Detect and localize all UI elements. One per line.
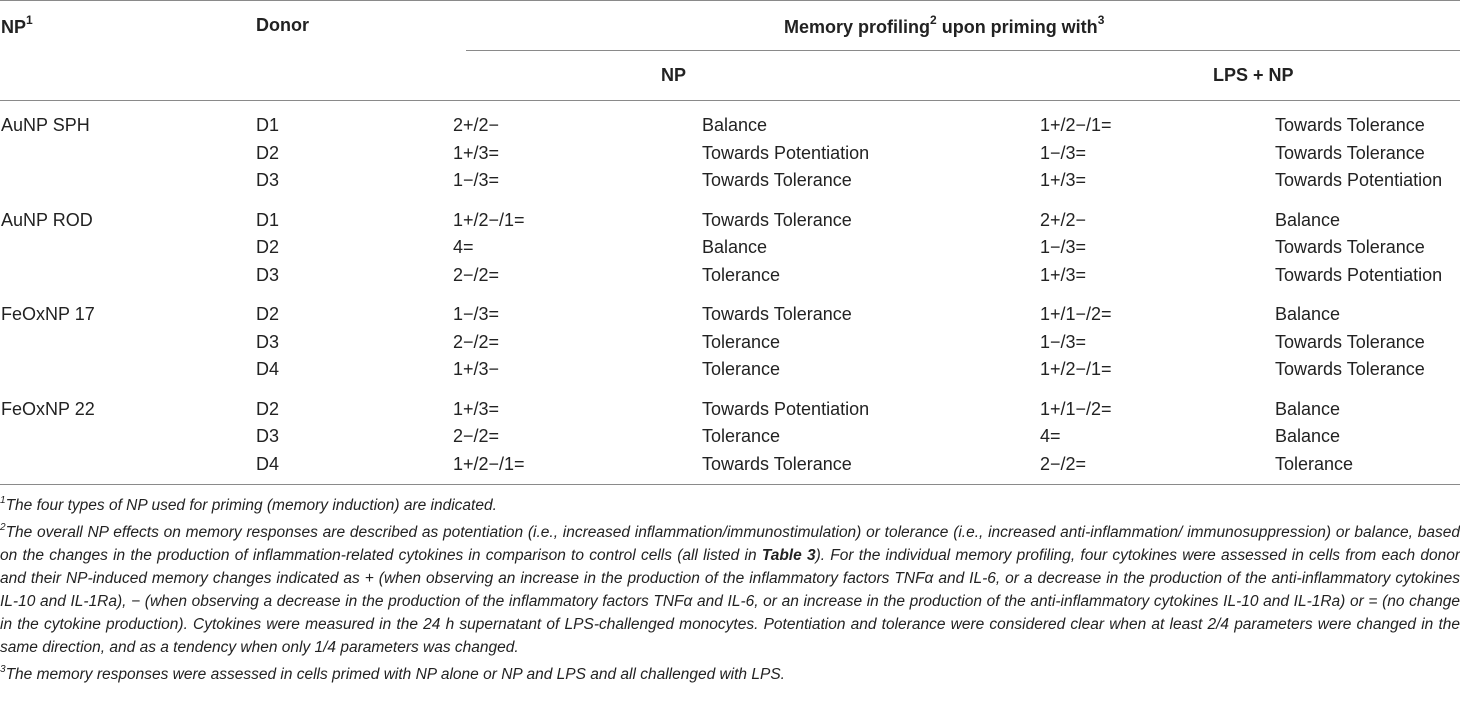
cell-np-profile: Towards Potentiation	[702, 142, 870, 163]
cell-lps-np-code: 4=	[1040, 426, 1061, 446]
table-row	[0, 451, 1460, 479]
cell-np-profile: Balance	[702, 115, 768, 135]
cell-donor: D2	[256, 237, 280, 257]
cell-lps-np-code: 1−/3=	[1040, 142, 1087, 163]
table-body	[0, 112, 1460, 490]
header-memory-profiling: Memory profiling$^2$ upon priming with$^3$	[784, 13, 1105, 37]
cell-np-code: 1−/3=	[453, 304, 500, 324]
cell-lps-np-code: 1+/1−/2=	[1040, 398, 1112, 419]
cell-lps-np-code: 1−/3=	[1040, 237, 1087, 257]
cell-np-profile: Tolerance	[702, 426, 781, 446]
cell-donor: D2	[256, 142, 280, 163]
cell-lps-np-profile: Balance	[1275, 209, 1341, 230]
cell-np-code: 1+/3=	[453, 142, 500, 163]
footnote-1: $^1$The four types of NP used for priming (memory induction) are indicated.	[0, 495, 497, 515]
cell-np-code: 4=	[453, 237, 474, 257]
cell-np-profile: Towards Tolerance	[702, 209, 852, 230]
cell-np-code: 2−/2=	[453, 331, 500, 352]
header-np: $NP^1$	[1, 13, 33, 37]
cell-donor: D1	[256, 209, 280, 230]
cell-np-code: 1+/3−	[453, 359, 500, 379]
cell-np-profile: Tolerance	[702, 331, 781, 352]
table-group	[0, 207, 1460, 290]
cell-donor: D2	[256, 398, 280, 419]
footnotes	[0, 490, 1460, 686]
cell-donor: D3	[256, 264, 280, 285]
cell-lps-np-profile: Towards Potentiation	[1275, 170, 1443, 190]
cell-np-code: 1+/3=	[453, 398, 500, 419]
table-row	[0, 356, 1460, 384]
cell-np-code: 1−/3=	[453, 170, 500, 190]
cell-np-name: AuNP SPH	[1, 115, 90, 135]
header-donor: Donor	[256, 15, 309, 35]
cell-np-profile: Balance	[702, 237, 768, 257]
cell-np-name: FeOxNP 22	[1, 398, 95, 419]
cell-lps-np-profile: Towards Tolerance	[1275, 331, 1425, 352]
cell-lps-np-code: 1+/2−/1=	[1040, 115, 1112, 135]
table-top-rule	[0, 0, 1460, 1]
cell-lps-np-profile: Towards Tolerance	[1275, 237, 1425, 257]
table-group	[0, 301, 1460, 384]
cell-donor: D2	[256, 304, 280, 324]
table-row	[0, 423, 1460, 451]
cell-lps-np-profile: Tolerance	[1275, 453, 1354, 474]
cell-lps-np-profile: Towards Potentiation	[1275, 264, 1443, 285]
cell-np-profile: Towards Tolerance	[702, 453, 852, 474]
cell-np-name: FeOxNP 17	[1, 304, 95, 324]
cell-donor: D4	[256, 453, 280, 474]
cell-lps-np-profile: Towards Tolerance	[1275, 115, 1425, 135]
subheader-lps-np: LPS + NP	[1213, 65, 1294, 85]
cell-np-profile: Tolerance	[702, 264, 781, 285]
table-group	[0, 112, 1460, 195]
table-row	[0, 396, 1460, 424]
cell-donor: D3	[256, 170, 280, 190]
table-row	[0, 112, 1460, 140]
cell-np-code: 2−/2=	[453, 426, 500, 446]
cell-np-profile: Towards Tolerance	[702, 304, 852, 324]
cell-lps-np-code: 1+/2−/1=	[1040, 359, 1112, 379]
table-row	[0, 140, 1460, 168]
cell-lps-np-profile: Towards Tolerance	[1275, 359, 1425, 379]
cell-lps-np-profile: Balance	[1275, 304, 1341, 324]
cell-lps-np-code: 1+/3=	[1040, 170, 1087, 190]
cell-lps-np-profile: Balance	[1275, 398, 1341, 419]
cell-lps-np-code: 2+/2−	[1040, 209, 1087, 230]
table-group	[0, 396, 1460, 479]
cell-lps-np-code: 2−/2=	[1040, 453, 1087, 474]
cell-donor: D4	[256, 359, 280, 379]
cell-lps-np-profile: Balance	[1275, 426, 1341, 446]
cell-lps-np-profile: Towards Tolerance	[1275, 142, 1425, 163]
table-row	[0, 167, 1460, 195]
cell-np-profile: Tolerance	[702, 359, 781, 379]
cell-np-code: 2+/2−	[453, 115, 500, 135]
cell-np-code: 1+/2−/1=	[453, 209, 525, 230]
cell-np-profile: Towards Tolerance	[702, 170, 852, 190]
footnote-3: $^3$The memory responses were assessed in cells primed with NP alone or NP and LPS and all challenged with LPS.	[0, 664, 785, 684]
table-bottom-rule	[0, 484, 1460, 485]
cell-lps-np-code: 1+/1−/2=	[1040, 304, 1112, 324]
cell-np-name: AuNP ROD	[1, 209, 93, 230]
cell-donor: D3	[256, 331, 280, 352]
cell-lps-np-code: 1−/3=	[1040, 331, 1087, 352]
subheader-np: NP	[661, 65, 687, 85]
table-reference-link[interactable]: Table 3	[761, 547, 816, 565]
cell-np-code: 1+/2−/1=	[453, 453, 525, 474]
footnote-2: $^2$The overall NP effects on memory responses are described as potentiation (i.e., increased inflammation/immunostimulation) or tolerance (i.e., increased anti-inflammation/ immunosuppression) or balance, based on the changes in the production of inflammation-related cytokines in comparison to control cells (all listed in Table 3). For the individual memory profiling, four cytokines were assessed in cells from each donor and their NP-induced memory changes indicated as + (when observing an increase in the production of the inflammatory factors TNFα and IL-6, or a decrease in the production of the anti-inflammatory cytokines IL-10 and IL-1Ra), − (when observing a decrease in the production of the inflammatory factors TNFα and IL-6, or an increase in the production of the anti-inflammatory cytokines IL-10 and IL-1Ra) or = (no change in the cytokine production). Cytokines were measured in the 24 h supernatant of LPS-challenged monocytes. Potentiation and tolerance were considered clear when at least 2/4 parameters were changed in the same direction, and as a tendency when only 1/4 parameters was changed.	[0, 522, 1460, 657]
cell-lps-np-code: 1+/3=	[1040, 264, 1087, 285]
header-bottom-rule	[0, 100, 1460, 101]
cell-np-profile: Towards Potentiation	[702, 398, 870, 419]
cell-np-code: 2−/2=	[453, 264, 500, 285]
table-row	[0, 329, 1460, 357]
cell-donor: D1	[256, 115, 280, 135]
header-span-rule	[466, 50, 1460, 51]
table-row	[0, 234, 1460, 262]
table-row	[0, 207, 1460, 235]
table-row	[0, 262, 1460, 290]
table-row	[0, 301, 1460, 329]
cell-donor: D3	[256, 426, 280, 446]
